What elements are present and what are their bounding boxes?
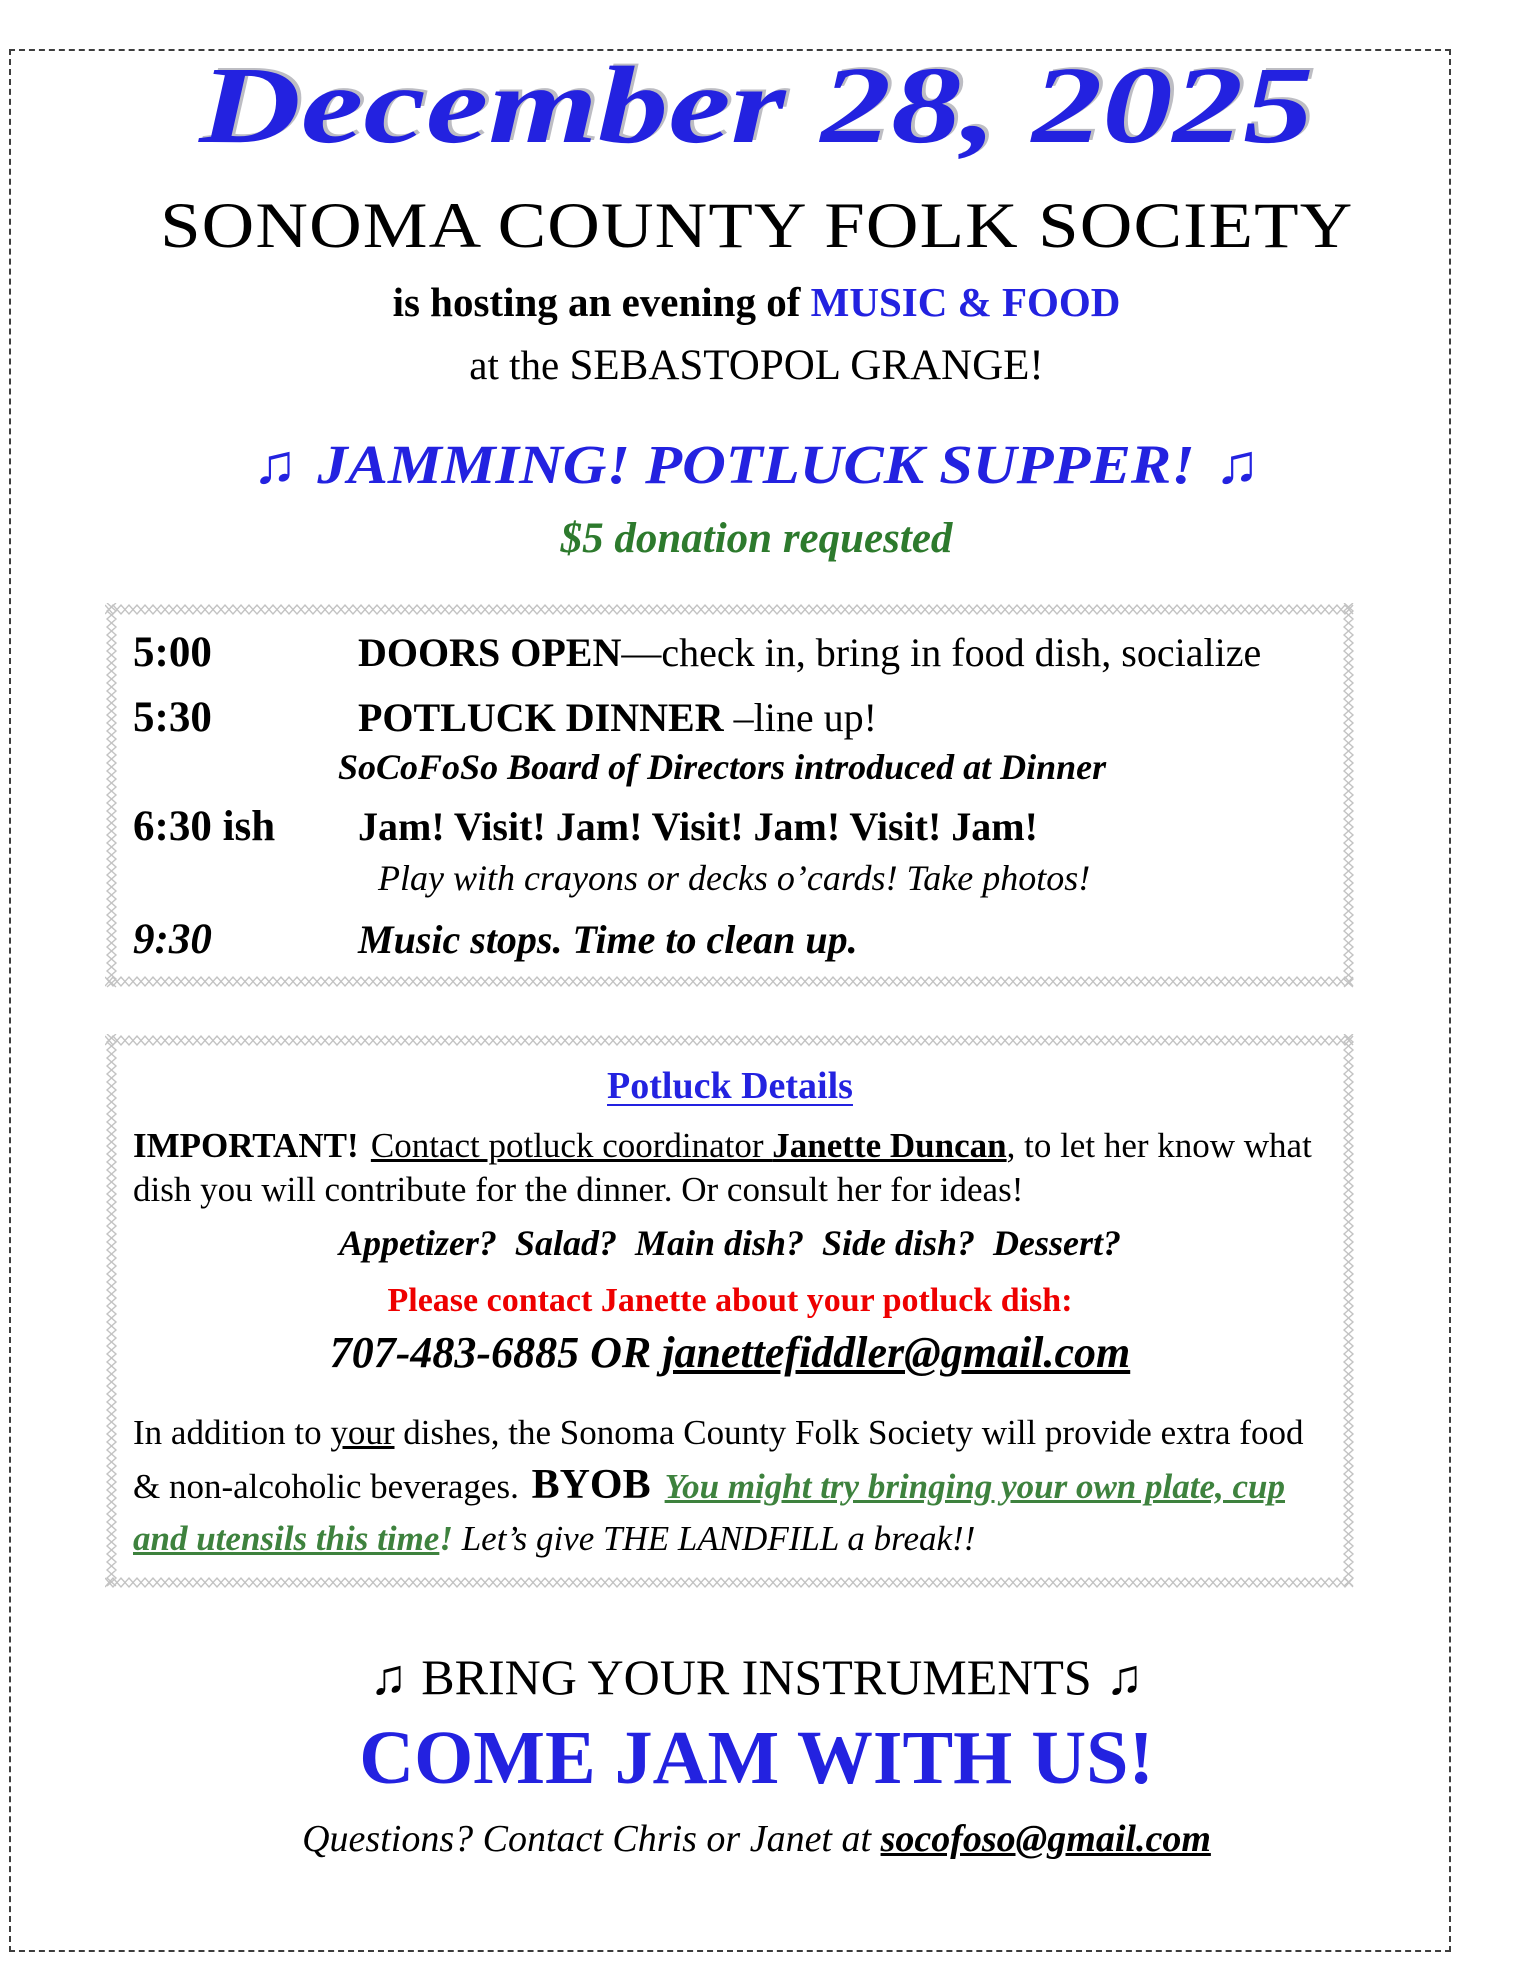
music-note-icon: ♫ — [1214, 433, 1261, 495]
donation-line: $5 donation requested — [560, 514, 953, 562]
event-date: December 28, 2025 — [199, 44, 1314, 166]
music-note-icon: ♫ — [369, 1649, 408, 1706]
potluck-details-heading: Potluck Details — [607, 1065, 853, 1108]
schedule-title: DOORS OPEN — [358, 630, 622, 676]
contact-info-line — [133, 1328, 1327, 1379]
contact-tail-text: , to let her know what dish you will contribute for the dinner. Or consult her for ideas! — [133, 1126, 1312, 1210]
questions-line — [0, 1817, 1513, 1863]
schedule-time: 6:30 ish — [133, 802, 276, 850]
your-emphasis: your — [330, 1412, 395, 1452]
coordinator-name: Janette Duncan — [772, 1126, 1007, 1166]
music-note-icon: ♫ — [1105, 1649, 1144, 1706]
contact-cta-line: Please contact Janette about your potluck dish: — [387, 1282, 1073, 1320]
schedule-time: 9:30 — [133, 916, 212, 964]
hosting-line — [0, 279, 1513, 326]
come-jam-headline: COME JAM WITH US! — [359, 1716, 1154, 1801]
green-tip-text: You might try bringing your own plate, cup and utensils this time — [133, 1467, 1286, 1559]
schedule-detail: —check in, bring in food dish, socialize — [621, 630, 1262, 676]
flyer — [0, 42, 1513, 1862]
or-text: OR — [579, 1328, 663, 1378]
society-email: socofoso@gmail.com — [880, 1817, 1211, 1860]
potluck-details-box — [105, 1034, 1355, 1589]
questions-text: Questions? Contact Chris or Janet at — [302, 1817, 881, 1860]
event-date-heading — [0, 42, 1513, 169]
venue-prefix: at the — [469, 342, 570, 389]
schedule-title: POTLUCK DINNER — [358, 694, 724, 740]
hosting-text: is hosting an evening of — [392, 279, 811, 326]
important-label: IMPORTANT! — [133, 1126, 359, 1166]
venue-name: SEBASTOPOL GRANGE! — [569, 342, 1044, 390]
byob-label: BYOB — [531, 1462, 651, 1509]
dish-options-line: Appetizer? Salad? Main dish? Side dish? Dessert? — [338, 1223, 1122, 1264]
schedule-note: Play with crayons or decks o’cards! Take photos! — [378, 858, 1091, 899]
potluck-important-paragraph — [133, 1124, 1327, 1212]
hosting-highlight: MUSIC & FOOD — [810, 279, 1121, 326]
schedule-desc — [358, 631, 1327, 676]
organization-name: SONOMA COUNTY FOLK SOCIETY — [159, 189, 1354, 262]
schedule-row — [133, 694, 1327, 742]
music-note-icon: ♫ — [252, 433, 299, 495]
provide-text: dishes, the Sonoma County Folk Society will provide extra food & non-alcoholic beverages. — [133, 1412, 1304, 1507]
provisions-paragraph — [133, 1409, 1327, 1564]
provide-text: In addition to — [133, 1412, 331, 1452]
schedule-desc — [358, 805, 1327, 850]
schedule-title: Jam! Visit! Jam! Visit! Jam! Visit! Jam! — [358, 803, 1038, 849]
schedule-time: 5:00 — [133, 629, 212, 677]
schedule-title: Music stops. Time to clean up. — [358, 917, 858, 963]
schedule-row — [133, 916, 1327, 964]
venue-line — [0, 340, 1513, 392]
landfill-text: Let’s give THE LANDFILL a break!! — [452, 1519, 976, 1559]
schedule-detail: –line up! — [723, 694, 877, 740]
green-tip-bang: ! — [439, 1519, 453, 1559]
schedule-row — [133, 803, 1327, 851]
contact-coordinator-text: Contact potluck coordinator — [370, 1126, 773, 1166]
bring-instruments-line — [0, 1647, 1513, 1707]
schedule-time: 5:30 — [133, 693, 212, 741]
jamming-text: JAMMING! POTLUCK SUPPER! — [317, 433, 1196, 495]
schedule-row — [133, 629, 1327, 677]
schedule-note: SoCoFoSo Board of Directors introduced at Dinner — [338, 746, 1107, 787]
bring-instruments-text: BRING YOUR INSTRUMENTS — [421, 1649, 1092, 1706]
schedule-box — [105, 603, 1355, 988]
schedule-desc — [358, 696, 1327, 741]
organization-heading — [0, 189, 1513, 264]
jamming-headline — [0, 432, 1513, 498]
coordinator-email: janettefiddler@gmail.com — [662, 1328, 1131, 1378]
phone-number: 707-483-6885 — [329, 1328, 580, 1378]
